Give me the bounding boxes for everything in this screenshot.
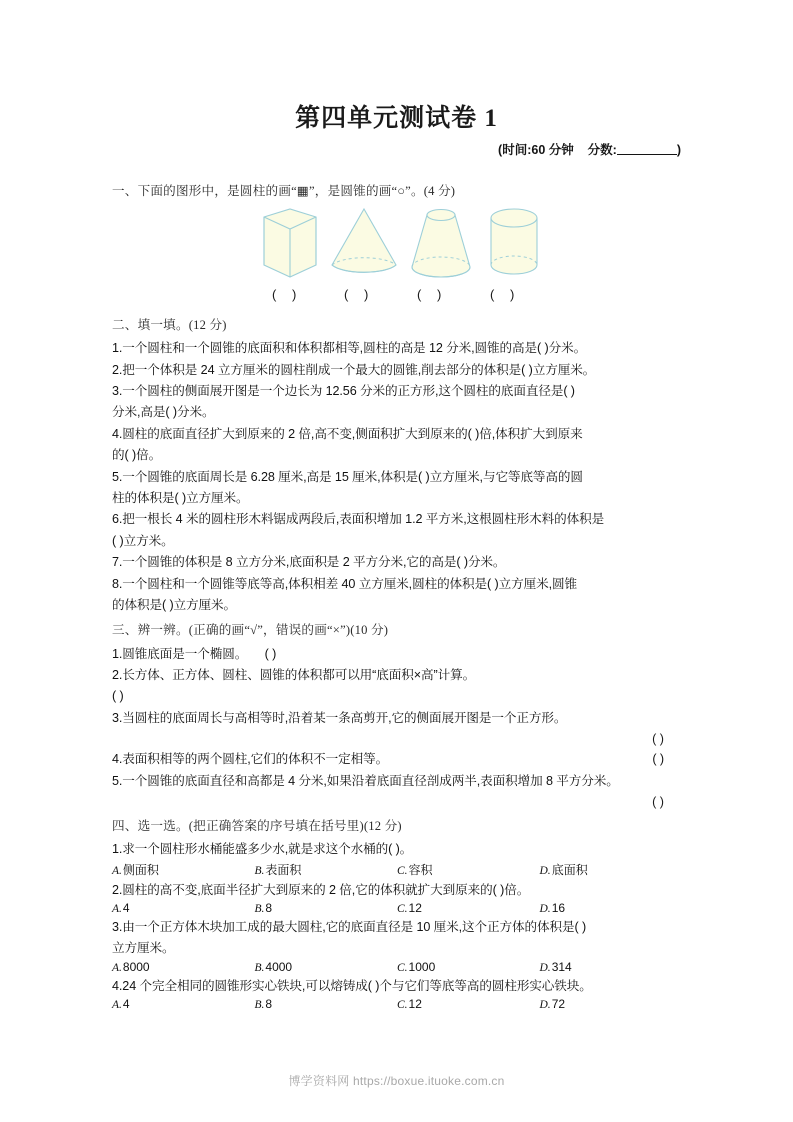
option-1-c[interactable] — [397, 861, 540, 878]
section2-item-1: 1.一个圆柱和一个圆锥的底面积和体积都相等,圆柱的高是 12 分米,圆锥的高是( )分米。 — [112, 341, 587, 356]
section3-item-4-paren[interactable]: ( ) — [652, 752, 664, 767]
option-label: 4000 — [265, 959, 293, 974]
option-letter: A. — [112, 961, 122, 974]
option-letter: D. — [539, 903, 551, 916]
option-4-b[interactable] — [255, 997, 398, 1011]
option-4-a[interactable] — [112, 997, 255, 1011]
option-label: 12 — [408, 901, 422, 916]
option-letter: C. — [397, 999, 408, 1012]
section2-item-8: 8.一个圆柱和一个圆锥等底等高,体积相差 40 立方厘米,圆柱的体积是( )立方厘米,圆锥 — [112, 576, 577, 591]
option-2-c[interactable] — [397, 901, 540, 915]
option-2-d[interactable] — [540, 901, 683, 915]
figure-answer-paren-4[interactable]: ( ) — [490, 287, 521, 303]
option-letter: B. — [254, 903, 265, 916]
cone-icon — [326, 205, 402, 283]
section2-item-4: 4.圆柱的底面直径扩大到原来的 2 倍,高不变,侧面积扩大到原来的( )倍,体积扩大到原来 — [112, 426, 583, 441]
section4-item-4: 4.24 个完全相同的圆锥形实心铁块,可以熔铸成( )个与它们等底等高的圆柱形实心铁块。 — [112, 978, 592, 993]
option-label: 容积 — [408, 862, 433, 877]
option-label: 8 — [265, 997, 273, 1012]
option-label: 1000 — [408, 959, 436, 974]
option-label: 底面积 — [551, 862, 588, 877]
section2-item-3-cont: 分米,高是( )分米。 — [112, 405, 215, 420]
option-3-c[interactable] — [397, 960, 540, 974]
section4-heading: 四、选一选。(把正确答案的序号填在括号里)(12 分) — [112, 819, 402, 834]
section3-item-3: 3.当圆柱的底面周长与高相等时,沿着某一条高剪开,它的侧面展开图是一个正方形。 — [112, 710, 567, 725]
section2-item-5-cont: 柱的体积是( )立方厘米。 — [112, 491, 249, 506]
section4-item-1: 1.求一个圆柱形水桶能盛多少水,就是求这个水桶的( )。 — [112, 842, 413, 857]
section4-item-3: 3.由一个正方体木块加工成的最大圆柱,它的底面直径是 10 厘米,这个正方体的体积是( ) — [112, 920, 587, 935]
option-label: 侧面积 — [122, 862, 159, 877]
option-letter: B. — [254, 864, 265, 877]
option-label: 12 — [408, 997, 422, 1012]
figure-cylinder — [484, 205, 544, 288]
section2-item-2: 2.把一个体积是 24 立方厘米的圆柱削成一个最大的圆锥,削去部分的体积是( )立方厘米。 — [112, 362, 596, 377]
option-label: 314 — [551, 959, 572, 974]
cylinder-icon — [484, 205, 544, 283]
section3-item-1 — [112, 644, 682, 664]
option-letter: A. — [112, 864, 122, 877]
option-letter: C. — [397, 903, 408, 916]
section2-item-4-cont: 的( )倍。 — [112, 448, 162, 463]
exam-body — [112, 182, 682, 1013]
section2-item-8-cont: 的体积是( )立方厘米。 — [112, 597, 237, 612]
section4-item-3-cont: 立方厘米。 — [112, 941, 175, 956]
section3-item-5: 5.一个圆锥的底面直径和高都是 4 分米,如果沿着底面直径剖成两半,表面积增加 8 平方分米。 — [112, 773, 619, 788]
option-letter: A. — [112, 999, 122, 1012]
figure-answer-paren-1[interactable]: ( ) — [272, 287, 303, 303]
option-1-b[interactable] — [255, 861, 398, 878]
option-label: 8000 — [122, 959, 150, 974]
option-label: 表面积 — [265, 862, 302, 877]
frustum-icon — [404, 205, 478, 283]
option-letter: A. — [112, 903, 122, 916]
section2-item-5: 5.一个圆锥的底面周长是 6.28 厘米,高是 15 厘米,体积是( )立方厘米,与它等底等高的圆 — [112, 469, 583, 484]
section3-item-4 — [112, 749, 682, 769]
figure-answer-paren-2[interactable]: ( ) — [344, 287, 375, 303]
section4-item-2-options — [112, 901, 682, 915]
exam-score-label: 分数: — [587, 143, 617, 157]
option-label: 16 — [551, 901, 566, 916]
option-letter: C. — [397, 864, 408, 877]
section2-item-3: 3.一个圆柱的侧面展开图是一个边长为 12.56 分米的正方形,这个圆柱的底面直径是( ) — [112, 384, 575, 399]
option-letter: C. — [397, 961, 408, 974]
option-label: 4 — [122, 901, 130, 916]
option-label: 8 — [265, 901, 273, 916]
exam-time-label: (时间:60 分钟 — [498, 143, 574, 157]
figure-answer-paren-3[interactable]: ( ) — [417, 287, 448, 303]
section2-heading: 二、填一填。(12 分) — [112, 318, 227, 333]
section4-item-2: 2.圆柱的高不变,底面半径扩大到原来的 2 倍,它的体积就扩大到原来的( )倍。 — [112, 882, 530, 897]
section3-item-1-text: 1.圆锥底面是一个椭圆。 — [112, 646, 248, 661]
figure-triangular-prism — [258, 205, 322, 288]
section4-item-3-options — [112, 960, 682, 974]
section3-item-2-paren[interactable]: ( ) — [112, 689, 124, 704]
figure-cone — [326, 205, 402, 288]
section3-item-3-paren[interactable]: ( ) — [652, 732, 664, 747]
page-title: 第四单元测试卷 1 — [295, 105, 498, 132]
option-letter: B. — [254, 999, 265, 1012]
exam-meta-suffix: ) — [676, 143, 681, 157]
score-blank[interactable] — [617, 143, 677, 155]
option-3-d[interactable] — [540, 960, 683, 974]
option-4-c[interactable] — [397, 997, 540, 1011]
triangular-prism-icon — [258, 205, 322, 283]
option-2-a[interactable] — [112, 901, 255, 915]
section3-heading: 三、辨一辨。(正确的画“√”，错误的画“×”)(10 分) — [112, 623, 389, 638]
option-letter: D. — [539, 999, 551, 1012]
option-2-b[interactable] — [255, 901, 398, 915]
figure-row — [112, 205, 682, 287]
option-letter: D. — [539, 864, 551, 877]
section2-item-7: 7.一个圆锥的体积是 8 立方分米,底面积是 2 平方分米,它的高是( )分米。 — [112, 555, 506, 570]
option-3-b[interactable] — [255, 960, 398, 974]
option-letter: D. — [539, 961, 551, 974]
option-4-d[interactable] — [540, 997, 683, 1011]
section3-item-2: 2.长方体、正方体、圆柱、圆锥的体积都可以用“底面积×高”计算。 — [112, 667, 476, 682]
option-letter: B. — [254, 961, 265, 974]
figure-frustum — [404, 205, 478, 288]
section4-item-4-options — [112, 997, 682, 1011]
section3-item-4-text: 4.表面积相等的两个圆柱,它们的体积不一定相等。 — [112, 752, 389, 767]
option-label: 72 — [551, 997, 566, 1012]
section2-item-6: 6.把一根长 4 米的圆柱形木料锯成两段后,表面积增加 1.2 平方米,这根圆柱形木料的体积是 — [112, 512, 605, 527]
section1-heading: 一、下面的图形中，是圆柱的画“▦”，是圆锥的画“○”。(4 分) — [112, 184, 456, 198]
figure-answer-parens — [112, 287, 682, 307]
exam-meta — [498, 140, 681, 158]
footer-watermark: 博学资料网 https://boxue.ituoke.com.cn — [288, 1074, 505, 1088]
section4-item-1-options — [112, 861, 682, 878]
option-1-a[interactable] — [112, 861, 255, 878]
option-label: 4 — [122, 997, 130, 1012]
section2-item-6-cont: ( )立方米。 — [112, 533, 174, 548]
option-3-a[interactable] — [112, 960, 255, 974]
option-1-d[interactable] — [540, 861, 683, 878]
section3-item-1-paren[interactable]: ( ) — [264, 646, 277, 661]
section3-item-5-paren[interactable]: ( ) — [652, 794, 664, 809]
